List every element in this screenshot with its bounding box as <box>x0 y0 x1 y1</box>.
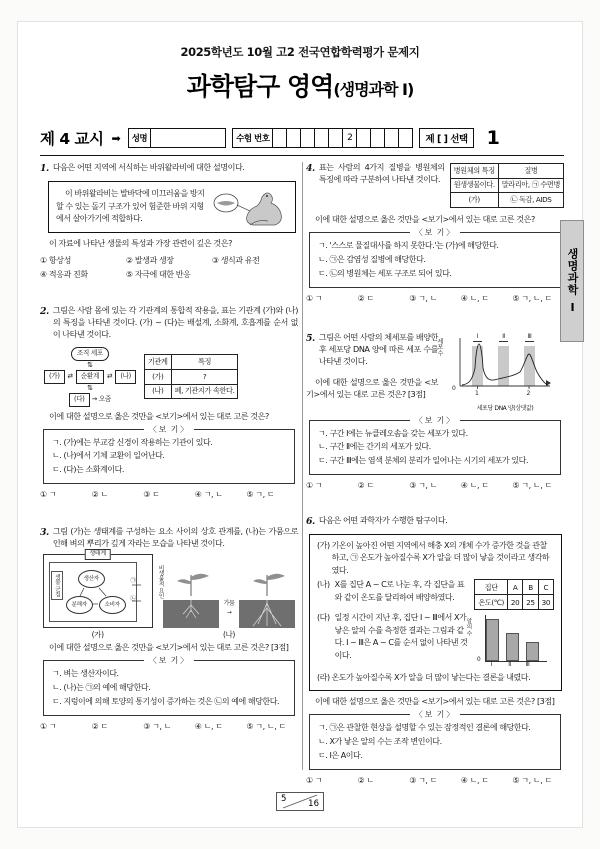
current-page-number: 5 <box>281 794 287 804</box>
step-text: 온도가 높아질수록 X가 알을 더 많이 낳는다는 결론을 내렸다. <box>331 673 531 683</box>
bogi-caption: 〈 보 기 〉 <box>144 424 194 437</box>
booklet-select-field[interactable]: 제 [ ] 선택 <box>419 128 473 148</box>
page-number-box <box>276 792 324 811</box>
choice-option[interactable]: ④ ㄱ, ㄴ <box>194 490 223 500</box>
table-cell: 폐, 기관지가 속한다. <box>171 384 238 399</box>
question-6-ask: 이에 대한 설명으로 옳은 것만을 <보기>에서 있는 대로 고른 것은? [3점] <box>315 695 555 706</box>
soil-block-deep-roots <box>239 600 295 628</box>
choice-option[interactable]: ④ ㄴ, ㄷ <box>460 293 489 303</box>
question-number: 1. <box>40 163 49 174</box>
bar-labels <box>486 661 546 670</box>
bogi-caption: 〈 보 기 〉 <box>410 709 460 722</box>
choice-option[interactable]: ⑤ ㄱ, ㄴ, ㄷ <box>512 293 552 303</box>
drought-arrow <box>224 600 235 628</box>
svg-text:0: 0 <box>452 384 456 392</box>
choice-option[interactable]: ① ㄱ <box>306 775 323 785</box>
community-label: 생물 군집 <box>51 571 63 600</box>
question-5-bogi-box <box>309 415 561 476</box>
step-tag: (나) <box>317 580 330 590</box>
choice-option[interactable]: ② ㄷ <box>357 293 374 303</box>
question-5-chart-wrap <box>435 332 564 414</box>
choice-option[interactable]: ③ ㄱ, ㄴ <box>409 481 438 491</box>
exam-number-cells[interactable] <box>273 129 412 147</box>
rice-root-figure <box>163 570 296 640</box>
exam-name: 2025학년도 10월 고2 전국연합학력평가 문제지 <box>180 45 420 59</box>
choice-option[interactable]: ④ ㄴ, ㄷ <box>460 775 489 785</box>
table-cell: 20 <box>507 595 522 610</box>
choice-option[interactable]: ① ㄱ <box>306 481 323 491</box>
choice-option[interactable]: ③ ㄷ <box>143 490 160 500</box>
table-header-cell: C <box>538 580 553 595</box>
right-column <box>306 162 564 785</box>
bogi-item: ㄱ. (가)에는 부교감 신경이 작용하는 기관이 있다. <box>52 437 213 447</box>
subject-subtitle: (생명과학 Ⅰ) <box>333 80 414 99</box>
choice-option[interactable]: ⑤ ㄱ, ㄴ, ㄷ <box>246 722 286 732</box>
question-1-choices[interactable] <box>40 255 298 283</box>
id-cell[interactable] <box>287 129 301 147</box>
table-cell: ㉡ 독감, AIDS <box>498 193 563 208</box>
question-5-ask: 이에 대한 설명으로 옳은 것만을 <보기>에서 있는 대로 고른 것은? [3점] <box>306 376 438 399</box>
table-header-cell: 특징 <box>171 355 238 370</box>
choice-option[interactable]: ② ㄷ <box>357 481 374 491</box>
table-header-row <box>144 355 238 370</box>
bogi-item: ㄴ. (나)에서 기체 교환이 일어난다. <box>52 451 165 461</box>
step-text: X를 집단 A ~ C로 나눈 후, 각 집단을 표와 같이 온도를 달리하여 배양하였다. <box>334 580 465 602</box>
paper-sheet <box>18 22 582 827</box>
table-cell: 25 <box>523 595 538 610</box>
id-cell[interactable] <box>399 129 412 147</box>
dna-curve <box>446 334 554 396</box>
question-2-bogi-box <box>43 424 295 485</box>
choice-option[interactable]: ④ 적응과 진화 <box>40 269 88 279</box>
question-3 <box>40 526 298 733</box>
name-input[interactable] <box>151 129 225 147</box>
question-2 <box>40 305 298 501</box>
question-3-ask: 이에 대한 설명으로 옳은 것만을 <보기>에서 있는 대로 고른 것은? [3점] <box>49 642 289 653</box>
choice-option[interactable]: ④ ㄴ, ㄷ <box>460 481 489 491</box>
bogi-item: ㄷ. 지렁이에 의해 토양의 통기성이 증가하는 것은 ㉡의 예에 해당한다. <box>52 697 280 707</box>
table-header-cell: B <box>523 580 538 595</box>
table-cell: (나) <box>144 384 171 399</box>
table-cell: 원생생물이다. <box>450 178 498 193</box>
table-cell: (가) <box>450 193 498 208</box>
bogi-item: ㄷ. 구간 Ⅲ에는 염색 분체의 분리가 일어나는 시기의 세포가 있다. <box>318 456 529 466</box>
table-row <box>144 370 238 385</box>
question-1-passage-box <box>48 181 296 233</box>
bogi-caption: 〈 보 기 〉 <box>410 415 460 428</box>
question-1-ask: 이 자료에 나타난 생물의 특성과 가장 관련이 깊은 것은? <box>49 237 232 248</box>
bogi-caption: 〈 보 기 〉 <box>410 227 460 240</box>
bar-label-II: Ⅱ <box>508 662 511 669</box>
choice-option[interactable]: ③ ㄱ, ㄷ <box>409 775 438 785</box>
chart-y-label: 알의 수 <box>464 618 471 637</box>
step-tag: (라) <box>317 673 330 683</box>
arrow-in-marker: ㉠ <box>130 578 136 585</box>
egg-count-bar-chart <box>464 612 548 670</box>
step-text: 일정 시간이 지난 후, 집단 Ⅰ ~ Ⅲ에서 X가 낳은 알의 수를 측정한 결과는 그림과 같다. Ⅰ ~ Ⅲ은 A ~ C를 순서 없이 나타낸 것이다. <box>334 613 468 660</box>
page-footer <box>18 792 582 811</box>
id-cell[interactable] <box>273 129 287 147</box>
id-cell[interactable] <box>357 129 371 147</box>
question-number: 3. <box>40 527 49 539</box>
choice-option[interactable]: ⑤ ㄱ, ㄴ, ㄷ <box>512 775 552 785</box>
table-row-label: 온도(℃) <box>475 595 508 610</box>
bar-group <box>486 621 546 661</box>
arrow-right-icon: → <box>226 609 232 617</box>
table-cell: ? <box>171 370 238 385</box>
step-text: 기온이 높아진 어떤 지역에서 해충 X의 개체 수가 증가한 것을 관찰하고, ㉠ 온도가 높아질수록 X가 알을 더 많이 낳을 것이라고 생각하였다. <box>331 540 550 575</box>
question-4-ask: 이에 대한 설명으로 옳은 것만을 <보기>에서 있는 대로 고른 것은? <box>315 213 535 224</box>
arrow-leftright-icon: ⇄ <box>107 372 113 381</box>
chart-y-label: 세포 수 <box>435 337 443 356</box>
passage-text: 이 바위왈라비는 발바닥에 미끄러움을 방지할 수 있는 돌기 구조가 있어 험준한 바위 지형에서 살아가기에 적합하다. <box>56 189 205 223</box>
step-ra <box>317 672 554 684</box>
node-ga: (가) <box>44 370 65 384</box>
plant-leaves-icon <box>239 570 295 596</box>
id-cell[interactable] <box>371 129 385 147</box>
bogi-caption: 〈 보 기 〉 <box>144 655 194 668</box>
table-row <box>475 595 554 610</box>
question-stem: 그림은 어떤 사람의 체세포를 배양한 후 세포당 DNA 양에 따른 세포 수를 나타낸 것이다. <box>318 331 438 366</box>
step-na <box>317 579 554 610</box>
urine-label: 오줌 <box>98 394 111 403</box>
choice-option[interactable]: ⑤ ㄱ, ㄷ <box>246 490 275 500</box>
ecosystem-figure <box>43 550 164 640</box>
subject-title: 과학탐구 영역 <box>186 72 334 101</box>
bar-label-I: Ⅰ <box>490 662 493 669</box>
question-3-figures <box>40 550 298 640</box>
name-field-label: 성명 <box>129 129 151 147</box>
figure-caption-b: (나) <box>223 630 235 640</box>
question-1 <box>40 162 298 282</box>
question-3-bogi-box <box>43 656 295 716</box>
name-field[interactable] <box>128 128 226 148</box>
plant-after <box>239 570 295 628</box>
bogi-item: ㄷ. ㉡의 병원체는 세포 구조로 되어 있다. <box>318 268 452 278</box>
question-number: 2. <box>40 306 49 318</box>
step-da <box>317 612 554 670</box>
table-cell: (가) <box>144 370 171 385</box>
bar-I <box>486 619 499 661</box>
choice-option[interactable]: ④ ㄴ, ㄷ <box>194 722 223 732</box>
page-title <box>18 67 582 103</box>
question-4-bogi-box <box>309 227 561 288</box>
question-stem: 그림 (가)는 생태계를 구성하는 요소 사이의 상호 관계를, (나)는 가뭄으로 인해 벼의 뿌리가 깊게 자라는 모습을 나타낸 것이다. <box>52 526 298 549</box>
step-ga <box>317 540 554 577</box>
choice-option[interactable]: ③ ㄱ, ㄴ <box>409 293 438 303</box>
choice-option[interactable]: ⑤ ㄱ, ㄴ, ㄷ <box>512 481 552 491</box>
bar-label-III: Ⅲ <box>525 662 530 669</box>
svg-text:2: 2 <box>526 389 530 396</box>
wallaby-illustration <box>210 187 288 227</box>
id-cell[interactable] <box>329 129 343 147</box>
soil-block <box>163 600 219 628</box>
plant-leaves-icon <box>163 570 219 596</box>
table-header-cell: A <box>507 580 522 595</box>
question-number: 6. <box>306 516 315 528</box>
side-tab-label: 생명과학 Ⅰ <box>566 247 579 315</box>
choice-option[interactable]: ① ㄱ <box>40 722 57 732</box>
choice-option[interactable]: ② ㄴ <box>91 490 108 500</box>
svg-text:1: 1 <box>475 389 479 396</box>
question-5 <box>306 332 564 493</box>
region-label-2: Ⅱ <box>498 333 509 343</box>
drought-label: 가뭄 <box>223 600 235 608</box>
bar-II <box>506 633 519 661</box>
region-label-1: Ⅰ <box>472 333 483 343</box>
question-columns <box>40 162 564 785</box>
booklet-number: 1 <box>486 127 500 149</box>
arrow-updown-icon: ⇅ <box>87 361 93 370</box>
step-tag: (가) <box>317 540 330 550</box>
left-column <box>40 162 298 772</box>
question-number: 4. <box>306 163 315 174</box>
figure-caption-a: (가) <box>91 630 104 640</box>
chart-x-label: 세포당 DNA 양(상댓값) <box>476 404 534 412</box>
question-number: 5. <box>306 332 315 344</box>
id-cell[interactable] <box>315 129 329 147</box>
question-5-choices[interactable] <box>306 480 564 492</box>
bogi-item: ㄱ. 벼는 생산자이다. <box>52 669 119 679</box>
question-6-bogi-box <box>309 709 561 770</box>
plant-before <box>163 570 219 628</box>
arrow-right-icon: → <box>91 394 97 403</box>
choice-option[interactable]: ① ㄱ <box>306 293 323 303</box>
id-cell-filled[interactable]: 2 <box>343 129 357 147</box>
question-6 <box>306 515 564 786</box>
abiotic-factor-label: 비생물적 요인 <box>157 565 164 599</box>
bogi-item: ㄷ. (다)는 소화계이다. <box>52 465 124 475</box>
region-label-3: Ⅲ <box>524 333 535 343</box>
arrow-out-marker: ㉡ <box>130 596 136 603</box>
choice-option[interactable]: ③ ㄱ, ㄴ <box>143 722 172 732</box>
node-na: (나) <box>115 370 136 384</box>
bogi-item: ㄴ. X가 낳은 알의 수는 조작 변인이다. <box>318 736 442 746</box>
bar-III <box>526 642 539 661</box>
question-4-choices[interactable] <box>306 293 564 305</box>
choice-option[interactable]: ② ㄴ <box>357 775 374 785</box>
question-2-choices[interactable] <box>40 489 298 501</box>
question-2-ask: 이에 대한 설명으로 옳은 것만을 <보기>에서 있는 대로 고른 것은? <box>49 410 269 421</box>
tissue-cell-node: 조직 세포 <box>71 347 109 361</box>
bogi-item: ㄷ. Ⅰ은 A이다. <box>318 750 363 760</box>
question-6-experiment-box <box>309 534 562 691</box>
table-cell: 말라리아, ㉠ 수면병 <box>498 178 563 193</box>
consumer-node: 소비자 <box>99 596 126 614</box>
question-6-choices[interactable] <box>306 775 564 787</box>
step-tag: (다) <box>317 613 330 623</box>
chart-origin-tick: 0 <box>477 657 481 664</box>
question-stem: 표는 사람의 4가지 질병을 병원체의 특징에 따라 구분하여 나타낸 것이다. <box>318 162 445 184</box>
table-cell: 30 <box>538 595 553 610</box>
choice-option[interactable]: ① ㄱ <box>40 490 57 500</box>
node-da: (다) <box>69 393 90 407</box>
id-cell[interactable] <box>301 129 315 147</box>
choice-option[interactable]: ① 항상성 <box>40 255 71 265</box>
ecosystem-arrows <box>44 555 152 627</box>
arrow-updown-icon: ⇅ <box>87 383 93 392</box>
table-row <box>144 384 238 399</box>
choice-option[interactable]: ③ 생식과 유전 <box>211 255 260 265</box>
bogi-item: ㄱ. ㉠은 관찰한 현상을 설명할 수 있는 잠정적인 결론에 해당한다. <box>318 722 531 732</box>
question-stem: 그림은 사람 몸에 있는 각 기관계의 통합적 작용을, 표는 기관계 (가)와 (나)의 특징을 나타낸 것이다. (가) ~ (다)는 배설계, 소화계, 호흡계를 순서 없이 나타낸 것이다. <box>52 305 298 340</box>
decomposer-node: 분해자 <box>66 596 93 614</box>
question-2-table <box>144 354 239 399</box>
question-6-chart-wrap <box>464 612 554 670</box>
bogi-item: ㄱ. 구간 Ⅰ에는 뉴클레오솜을 갖는 세포가 있다. <box>318 428 468 438</box>
table-header-row <box>475 580 554 595</box>
bogi-item: ㄴ. (나)는 ㉠의 예에 해당한다. <box>52 683 151 693</box>
bogi-item: ㄱ. '스스로 물질대사를 하지 못한다.'는 (가)에 해당한다. <box>318 240 499 250</box>
table-row <box>450 178 563 193</box>
identification-bar <box>40 126 564 150</box>
question-6-temperature-table <box>474 579 554 610</box>
bogi-item: ㄴ. 구간 Ⅱ에는 간기의 세포가 있다. <box>318 442 431 452</box>
table-row <box>450 193 563 208</box>
exam-number-label: 수험 번호 <box>233 129 273 147</box>
question-stem: 다음은 어떤 지역에 서식하는 바위왈라비에 대한 설명이다. <box>52 162 245 172</box>
page-header <box>18 22 582 103</box>
producer-node: 생산자 <box>78 570 105 588</box>
choice-option[interactable]: ⑤ 자극에 대한 반응 <box>125 269 191 279</box>
question-4-table <box>450 163 564 208</box>
table-header-cell: 기관계 <box>144 355 171 370</box>
total-page-number: 16 <box>308 799 319 809</box>
table-header-cell: 질병 <box>498 164 563 179</box>
dna-histogram-chart <box>435 333 554 396</box>
choice-option[interactable]: ② ㄷ <box>91 722 108 732</box>
header-divider <box>40 155 564 156</box>
exam-number-field[interactable] <box>232 128 413 148</box>
table-header-cell: 집단 <box>475 580 508 595</box>
period-label: 제 4 교시 <box>40 130 104 148</box>
subject-side-tab <box>560 220 584 342</box>
question-stem: 다음은 어떤 과학자가 수행한 탐구이다. <box>318 515 448 526</box>
bogi-item: ㄴ. ㉠은 감염성 질병에 해당한다. <box>318 254 426 264</box>
organ-system-diagram <box>44 347 136 406</box>
id-cell[interactable] <box>385 129 399 147</box>
table-header-cell: 병원체의 특징 <box>450 164 498 179</box>
question-2-figures <box>44 347 298 406</box>
arrow-leftright-icon: ⇄ <box>67 372 73 381</box>
ecosystem-title: 생태계 <box>84 549 111 560</box>
column-divider <box>298 162 306 772</box>
table-header-row <box>450 164 563 179</box>
question-3-choices[interactable] <box>40 721 298 733</box>
arrow-icon: ➡ <box>111 131 121 145</box>
choice-option[interactable]: ② 발생과 생장 <box>125 255 174 265</box>
ecosystem-diagram <box>43 550 164 628</box>
question-4 <box>306 162 564 305</box>
circulatory-node: 순환계 <box>76 370 104 384</box>
